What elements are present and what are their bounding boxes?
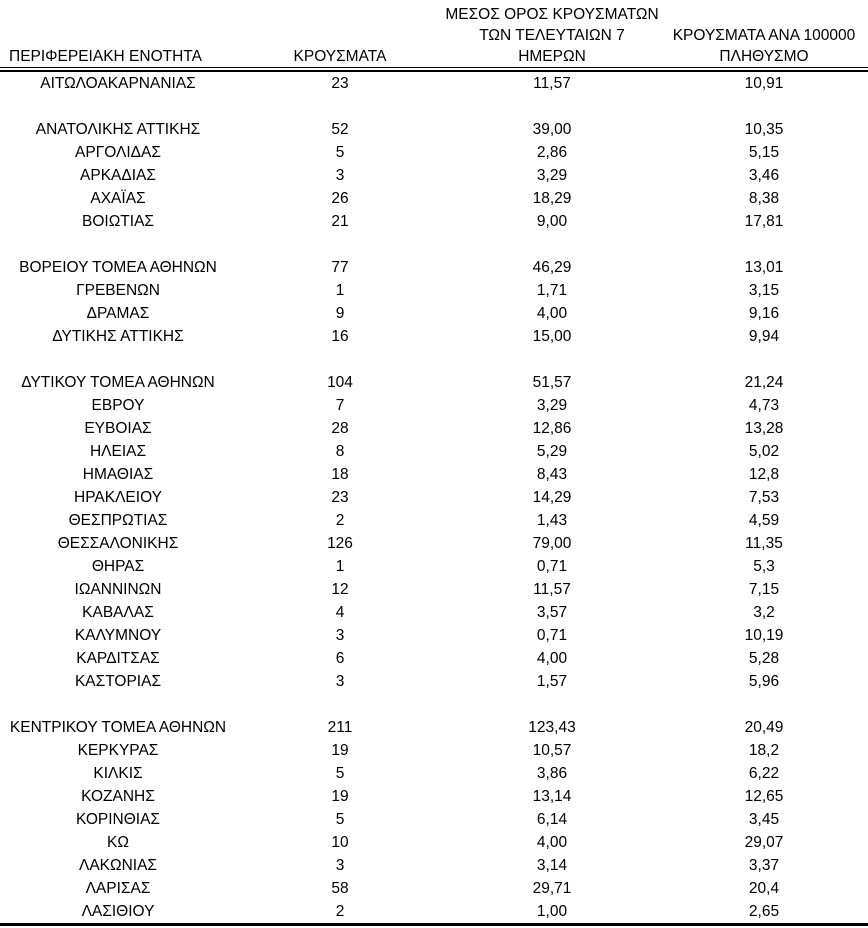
cell-avg7: 46,29: [532, 259, 572, 276]
table-row: [0, 900, 868, 923]
cell-per100k: 3,45: [748, 811, 780, 828]
cell-per100k: 4,73: [748, 397, 780, 414]
cell-per100k: 29,07: [744, 834, 784, 851]
cell-region: ΒΟΡΕΙΟΥ ΤΟΜΕΑ ΑΘΗΝΩΝ: [19, 259, 217, 276]
table-row: [0, 325, 868, 348]
table-row: [0, 670, 868, 693]
cell-per100k: 5,15: [748, 144, 780, 161]
cell-avg7: 3,29: [536, 397, 568, 414]
cell-cases: 8: [335, 443, 345, 460]
cell-region: ΗΛΕΙΑΣ: [89, 443, 147, 460]
cell-avg7: 0,71: [536, 627, 568, 644]
cell-region: ΚΑΡΔΙΤΣΑΣ: [76, 650, 160, 667]
column-header-avg7days-line1: ΜΕΣΟΣ ΟΡΟΣ ΚΡΟΥΣΜΑΤΩΝ: [445, 6, 659, 23]
table-body: [0, 72, 868, 923]
table-header-row: [0, 0, 868, 67]
cell-region: ΚΕΝΤΡΙΚΟΥ ΤΟΜΕΑ ΑΘΗΝΩΝ: [9, 719, 227, 736]
cell-per100k: 20,4: [748, 880, 780, 897]
cell-avg7: 39,00: [532, 121, 572, 138]
cell-region: ΗΜΑΘΙΑΣ: [82, 466, 154, 483]
cell-per100k: 3,2: [753, 604, 775, 621]
cell-per100k: 6,22: [748, 765, 780, 782]
cell-region: ΕΒΡΟΥ: [91, 397, 145, 414]
cell-per100k: 2,65: [748, 903, 780, 920]
cell-cases: 2: [335, 903, 345, 920]
cell-avg7: 3,57: [536, 604, 568, 621]
cell-cases: 1: [335, 282, 345, 299]
cell-region: ΘΕΣΠΡΩΤΙΑΣ: [68, 512, 168, 529]
table-row: [0, 394, 868, 417]
cell-per100k: 5,02: [748, 443, 780, 460]
cell-region: ΓΡΕΒΕΝΩΝ: [76, 282, 160, 299]
cell-cases: 3: [335, 673, 345, 690]
table-row-separator: [0, 233, 868, 256]
cell-avg7: 1,00: [536, 903, 568, 920]
cell-region: ΚΟΖΑΝΗΣ: [81, 788, 155, 805]
cell-per100k: 17,81: [744, 213, 784, 230]
cell-avg7: 79,00: [532, 535, 572, 552]
table-row: [0, 440, 868, 463]
cell-cases: 52: [331, 121, 349, 138]
cell-cases: 211: [327, 719, 353, 736]
cell-per100k: 5,3: [753, 558, 775, 575]
cell-per100k: 18,2: [748, 742, 780, 759]
table-row: [0, 164, 868, 187]
table-row: [0, 762, 868, 785]
cell-per100k: 12,65: [744, 788, 784, 805]
table-row: [0, 509, 868, 532]
cell-per100k: 9,16: [748, 305, 780, 322]
cell-per100k: 21,24: [744, 374, 784, 391]
cell-per100k: 13,01: [744, 259, 784, 276]
cell-per100k: 11,35: [745, 535, 783, 552]
column-header-per-100000: [660, 0, 868, 67]
column-header-cases: [236, 0, 444, 67]
cell-cases: 7: [335, 397, 345, 414]
cell-region: ΑΡΚΑΔΙΑΣ: [80, 167, 156, 184]
table-row: [0, 486, 868, 509]
cell-region: ΑΧΑΪΑΣ: [90, 190, 146, 207]
table-row: [0, 877, 868, 900]
cell-region: ΛΑΣΙΘΙΟΥ: [81, 903, 155, 920]
cell-per100k: 3,15: [748, 282, 780, 299]
cell-cases: 16: [331, 328, 349, 345]
cell-avg7: 12,86: [532, 420, 572, 437]
table-row: [0, 831, 868, 854]
cell-cases: 3: [335, 627, 345, 644]
cell-avg7: 13,14: [532, 788, 572, 805]
cell-region: ΑΝΑΤΟΛΙΚΗΣ ΑΤΤΙΚΗΣ: [35, 121, 201, 138]
table-row: [0, 72, 868, 95]
cell-cases: 18: [331, 466, 349, 483]
cell-region: ΗΡΑΚΛΕΙΟΥ: [74, 489, 162, 506]
cell-avg7: 4,00: [536, 834, 568, 851]
cell-avg7: 1,71: [536, 282, 568, 299]
cell-per100k: 10,91: [744, 75, 784, 92]
cell-region: ΑΙΤΩΛΟΑΚΑΡΝΑΝΙΑΣ: [40, 75, 196, 92]
cell-per100k: 20,49: [744, 719, 784, 736]
cell-cases: 26: [331, 190, 349, 207]
cell-cases: 19: [331, 788, 349, 805]
cell-cases: 1: [335, 558, 345, 575]
column-header-region: [0, 0, 236, 67]
cell-cases: 28: [331, 420, 349, 437]
table-row: [0, 578, 868, 601]
cell-per100k: 7,53: [748, 489, 780, 506]
table-bottom-rule: [0, 923, 868, 926]
cell-avg7: 3,14: [536, 857, 568, 874]
column-header-per-100000-line2: ΠΛΗΘΥΣΜΟ: [719, 48, 809, 65]
cell-avg7: 4,00: [536, 650, 568, 667]
cell-per100k: 3,46: [748, 167, 780, 184]
cell-cases: 5: [335, 811, 345, 828]
cell-avg7: 5,29: [536, 443, 568, 460]
cell-per100k: 8,38: [748, 190, 780, 207]
table-row-separator: [0, 348, 868, 371]
cell-cases: 23: [331, 489, 349, 506]
cell-region: ΚΕΡΚΥΡΑΣ: [77, 742, 159, 759]
cell-region: ΔΡΑΜΑΣ: [86, 305, 150, 322]
table-row: [0, 785, 868, 808]
cell-cases: 5: [335, 765, 345, 782]
cell-avg7: 3,29: [536, 167, 568, 184]
cell-region: ΚΙΛΚΙΣ: [93, 765, 143, 782]
cell-avg7: 8,43: [536, 466, 568, 483]
column-header-avg7days: [444, 0, 660, 67]
cell-cases: 12: [331, 581, 349, 598]
table-row: [0, 141, 868, 164]
table-row: [0, 256, 868, 279]
cell-avg7: 4,00: [536, 305, 568, 322]
cell-cases: 3: [335, 167, 345, 184]
column-header-cases-label: ΚΡΟΥΣΜΑΤΑ: [293, 48, 387, 65]
column-header-avg7days-line3: ΗΜΕΡΩΝ: [518, 48, 586, 65]
table-row: [0, 417, 868, 440]
cell-region: ΘΗΡΑΣ: [91, 558, 145, 575]
cell-avg7: 11,57: [533, 75, 571, 92]
table-row: [0, 463, 868, 486]
cell-region: ΒΟΙΩΤΙΑΣ: [82, 213, 154, 230]
table-row-separator: [0, 95, 868, 118]
cell-region: ΚΑΣΤΟΡΙΑΣ: [74, 673, 162, 690]
cell-avg7: 29,71: [532, 880, 572, 897]
cell-cases: 23: [331, 75, 349, 92]
cell-region: ΘΕΣΣΑΛΟΝΙΚΗΣ: [57, 535, 179, 552]
column-header-region-label: ΠΕΡΙΦΕΡΕΙΑΚΗ ΕΝΟΤΗΤΑ: [9, 48, 202, 65]
cell-avg7: 2,86: [536, 144, 568, 161]
table-row: [0, 716, 868, 739]
cell-avg7: 1,43: [536, 512, 568, 529]
cell-cases: 3: [335, 857, 345, 874]
cell-cases: 19: [331, 742, 349, 759]
cell-per100k: 9,94: [748, 328, 780, 345]
cell-per100k: 7,15: [748, 581, 780, 598]
cell-avg7: 15,00: [532, 328, 572, 345]
cell-region: ΔΥΤΙΚΟΥ ΤΟΜΕΑ ΑΘΗΝΩΝ: [21, 374, 215, 391]
cell-cases: 126: [327, 535, 353, 552]
cell-avg7: 3,86: [536, 765, 568, 782]
table-row: [0, 808, 868, 831]
cell-region: ΔΥΤΙΚΗΣ ΑΤΤΙΚΗΣ: [52, 328, 184, 345]
cell-region: ΕΥΒΟΙΑΣ: [84, 420, 152, 437]
table-row: [0, 854, 868, 877]
cell-per100k: 5,28: [748, 650, 780, 667]
column-header-avg7days-line2: ΤΩΝ ΤΕΛΕΥΤΑΙΩΝ 7: [479, 27, 625, 44]
table-row: [0, 302, 868, 325]
table-row: [0, 647, 868, 670]
table-row: [0, 739, 868, 762]
table-row: [0, 624, 868, 647]
cell-avg7: 18,29: [532, 190, 572, 207]
table-row: [0, 601, 868, 624]
cell-cases: 5: [335, 144, 345, 161]
cell-per100k: 10,19: [744, 627, 784, 644]
cell-cases: 2: [335, 512, 345, 529]
cell-per100k: 10,35: [744, 121, 784, 138]
cell-cases: 6: [335, 650, 345, 667]
table-row: [0, 371, 868, 394]
cell-cases: 10: [331, 834, 349, 851]
cell-region: ΚΟΡΙΝΘΙΑΣ: [75, 811, 161, 828]
cell-per100k: 13,28: [744, 420, 784, 437]
table-row: [0, 210, 868, 233]
column-header-per-100000-line1: ΚΡΟΥΣΜΑΤΑ ΑΝΑ 100000: [672, 27, 856, 44]
cell-region: ΛΑΚΩΝΙΑΣ: [78, 857, 158, 874]
cell-avg7: 51,57: [532, 374, 572, 391]
cell-per100k: 4,59: [748, 512, 780, 529]
cell-region: ΙΩΑΝΝΙΝΩΝ: [74, 581, 162, 598]
table-row: [0, 532, 868, 555]
cell-avg7: 1,57: [536, 673, 568, 690]
table-row: [0, 187, 868, 210]
cell-region: ΛΑΡΙΣΑΣ: [85, 880, 151, 897]
cell-avg7: 0,71: [536, 558, 568, 575]
cell-per100k: 12,8: [748, 466, 780, 483]
cell-avg7: 10,57: [532, 742, 572, 759]
cell-region: ΚΑΛΥΜΝΟΥ: [74, 627, 162, 644]
table-row: [0, 118, 868, 141]
cell-avg7: 11,57: [533, 581, 571, 598]
cell-cases: 77: [331, 259, 349, 276]
cell-region: ΑΡΓΟΛΙΔΑΣ: [75, 144, 161, 161]
cell-cases: 4: [335, 604, 345, 621]
cell-cases: 58: [331, 880, 349, 897]
cell-per100k: 3,37: [748, 857, 780, 874]
cell-avg7: 14,29: [532, 489, 572, 506]
cell-avg7: 9,00: [536, 213, 568, 230]
cell-cases: 9: [335, 305, 345, 322]
cell-region: ΚΑΒΑΛΑΣ: [82, 604, 154, 621]
table-row-separator: [0, 693, 868, 716]
cell-cases: 104: [327, 374, 353, 391]
table-row: [0, 279, 868, 302]
cell-avg7: 123,43: [528, 719, 576, 736]
cell-avg7: 6,14: [536, 811, 568, 828]
cell-cases: 21: [331, 213, 349, 230]
cell-per100k: 5,96: [748, 673, 780, 690]
table-row: [0, 555, 868, 578]
cell-region: ΚΩ: [107, 834, 129, 851]
